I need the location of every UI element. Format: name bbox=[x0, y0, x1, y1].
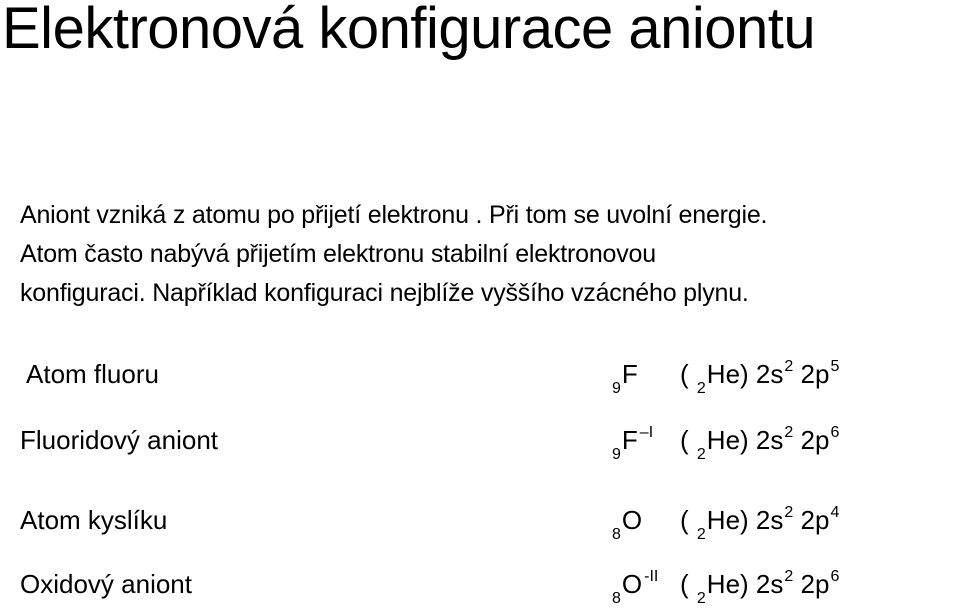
p-electrons: 4 bbox=[830, 504, 840, 521]
core-atomic-number: 2 bbox=[696, 446, 706, 463]
config-open-paren: ( bbox=[680, 569, 696, 599]
s-electrons: 2 bbox=[784, 358, 794, 375]
electron-formula bbox=[612, 356, 840, 397]
core-notation: He) 2s bbox=[706, 359, 784, 389]
atomic-number: 9 bbox=[612, 446, 621, 463]
configuration-row bbox=[0, 566, 960, 606]
electron-formula bbox=[612, 422, 840, 463]
configuration-row bbox=[0, 356, 960, 396]
p-shell: 2p bbox=[793, 425, 830, 455]
ion-charge: –I bbox=[639, 424, 654, 441]
ion-charge: -II bbox=[644, 568, 659, 585]
element-symbol: F bbox=[621, 425, 638, 455]
row-label: Atom kyslíku bbox=[20, 505, 168, 535]
element-symbol: O bbox=[621, 505, 643, 535]
paragraph-line: Atom často nabývá přijetím elektronu stabilní elektronovou bbox=[20, 240, 656, 268]
config-open-paren: ( bbox=[680, 425, 696, 455]
p-electrons: 6 bbox=[830, 568, 840, 585]
core-atomic-number: 2 bbox=[696, 590, 706, 607]
electron-configuration bbox=[680, 566, 839, 607]
configuration-row bbox=[0, 502, 960, 542]
row-label: Atom fluoru bbox=[26, 359, 159, 389]
electron-configuration bbox=[680, 422, 839, 463]
paragraph-line: Aniont vzniká z atomu po přijetí elektronu . Při tom se uvolní energie. bbox=[20, 201, 768, 229]
p-electrons: 5 bbox=[830, 358, 840, 375]
atomic-number: 8 bbox=[612, 526, 621, 543]
electron-configuration bbox=[680, 502, 839, 543]
configuration-row bbox=[0, 422, 960, 462]
electron-formula bbox=[612, 566, 840, 607]
p-shell: 2p bbox=[793, 569, 830, 599]
config-open-paren: ( bbox=[680, 505, 696, 535]
intro-paragraph bbox=[20, 196, 955, 313]
row-label: Fluoridový aniont bbox=[20, 425, 218, 455]
core-atomic-number: 2 bbox=[696, 526, 706, 543]
config-open-paren: ( bbox=[680, 359, 696, 389]
p-shell: 2p bbox=[793, 359, 830, 389]
core-notation: He) 2s bbox=[706, 505, 784, 535]
p-electrons: 6 bbox=[830, 424, 840, 441]
row-label: Oxidový aniont bbox=[20, 569, 192, 599]
s-electrons: 2 bbox=[784, 424, 794, 441]
electron-configuration bbox=[680, 356, 839, 397]
p-shell: 2p bbox=[793, 505, 830, 535]
s-electrons: 2 bbox=[784, 504, 794, 521]
element-symbol: F bbox=[621, 359, 638, 389]
paragraph-line: konfiguraci. Například konfiguraci nejblíže vyššího vzácného plynu. bbox=[20, 279, 749, 307]
core-atomic-number: 2 bbox=[696, 380, 706, 397]
element-symbol: O bbox=[621, 569, 643, 599]
atomic-number: 9 bbox=[612, 380, 621, 397]
page-title: Elektronová konfigurace aniontu bbox=[2, 0, 816, 61]
s-electrons: 2 bbox=[784, 568, 794, 585]
core-notation: He) 2s bbox=[706, 569, 784, 599]
electron-formula bbox=[612, 502, 840, 543]
atomic-number: 8 bbox=[612, 590, 621, 607]
core-notation: He) 2s bbox=[706, 425, 784, 455]
